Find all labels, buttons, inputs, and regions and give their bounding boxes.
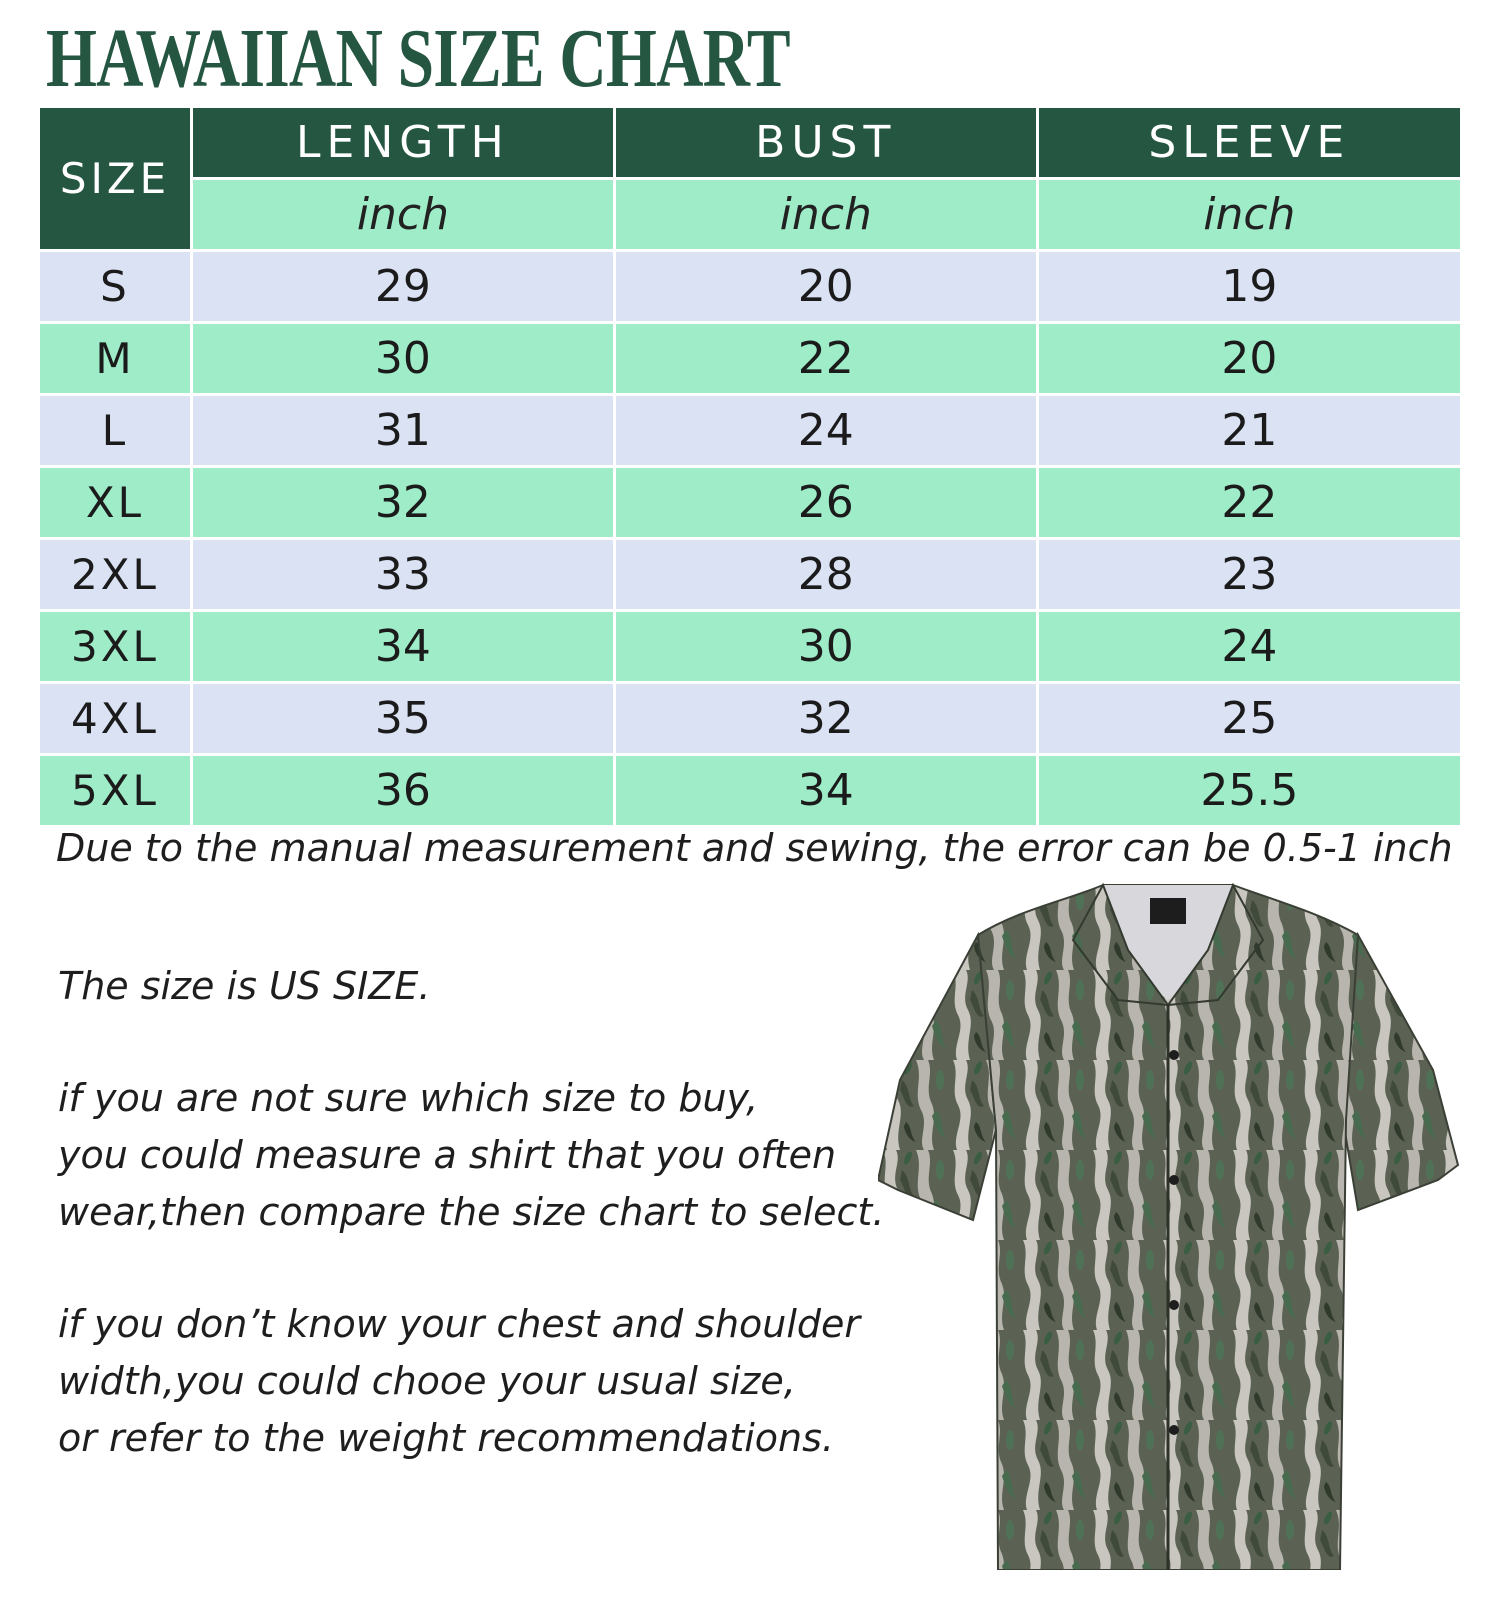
paragraph-line: width,you could chooe your usual size, (58, 1359, 796, 1403)
bust-cell: 34 (614, 755, 1037, 827)
bust-cell: 32 (614, 683, 1037, 755)
paragraph-line: wear,then compare the size chart to select. (58, 1190, 885, 1234)
bust-unit: inch (614, 179, 1037, 251)
sleeve-cell: 22 (1037, 467, 1460, 539)
paragraph-line: if you don’t know your chest and shoulder (58, 1302, 861, 1346)
size-column-header: SIZE (40, 108, 192, 251)
fit-advice-paragraph (58, 1296, 860, 1467)
sleeve-unit: inch (1037, 179, 1460, 251)
table-row (40, 683, 1460, 755)
bust-cell: 28 (614, 539, 1037, 611)
length-unit: inch (192, 179, 615, 251)
size-cell: 5XL (40, 755, 192, 827)
table-row (40, 755, 1460, 827)
bust-cell: 24 (614, 395, 1037, 467)
sleeve-cell: 23 (1037, 539, 1460, 611)
length-column-header: LENGTH (192, 108, 615, 179)
table-row (40, 467, 1460, 539)
size-cell: 3XL (40, 611, 192, 683)
length-cell: 35 (192, 683, 615, 755)
table-row (40, 539, 1460, 611)
bust-cell: 26 (614, 467, 1037, 539)
table-row (40, 395, 1460, 467)
length-cell: 31 (192, 395, 615, 467)
sleeve-cell: 25.5 (1037, 755, 1460, 827)
length-cell: 33 (192, 539, 615, 611)
sleeve-cell: 24 (1037, 611, 1460, 683)
bust-cell: 30 (614, 611, 1037, 683)
table-unit-row (40, 179, 1460, 251)
bust-cell: 20 (614, 251, 1037, 323)
table-row (40, 251, 1460, 323)
page-title: HAWAIIAN SIZE CHART (46, 12, 790, 105)
size-cell: L (40, 395, 192, 467)
size-cell: M (40, 323, 192, 395)
us-size-paragraph (58, 958, 430, 1015)
size-cell: 2XL (40, 539, 192, 611)
table-row (40, 323, 1460, 395)
sleeve-column-header: SLEEVE (1037, 108, 1460, 179)
paragraph-line: The size is US SIZE. (58, 964, 431, 1008)
length-cell: 29 (192, 251, 615, 323)
sleeve-cell: 20 (1037, 323, 1460, 395)
paragraph-line: if you are not sure which size to buy, (58, 1076, 759, 1120)
measure-advice-paragraph (58, 1070, 884, 1241)
table-header-row (40, 108, 1460, 179)
length-cell: 34 (192, 611, 615, 683)
measurement-note: Due to the manual measurement and sewing, the error can be 0.5-1 inch (56, 826, 1453, 870)
paragraph-line: you could measure a shirt that you often (58, 1133, 837, 1177)
size-cell: 4XL (40, 683, 192, 755)
sleeve-cell: 21 (1037, 395, 1460, 467)
sleeve-cell: 25 (1037, 683, 1460, 755)
size-cell: S (40, 251, 192, 323)
bust-column-header: BUST (614, 108, 1037, 179)
length-cell: 32 (192, 467, 615, 539)
length-cell: 30 (192, 323, 615, 395)
size-chart-table (40, 108, 1460, 828)
sleeve-cell: 19 (1037, 251, 1460, 323)
camo-hawaiian-shirt-icon (878, 880, 1468, 1570)
length-cell: 36 (192, 755, 615, 827)
size-cell: XL (40, 467, 192, 539)
bust-cell: 22 (614, 323, 1037, 395)
paragraph-line: or refer to the weight recommendations. (58, 1416, 834, 1460)
table-row (40, 611, 1460, 683)
